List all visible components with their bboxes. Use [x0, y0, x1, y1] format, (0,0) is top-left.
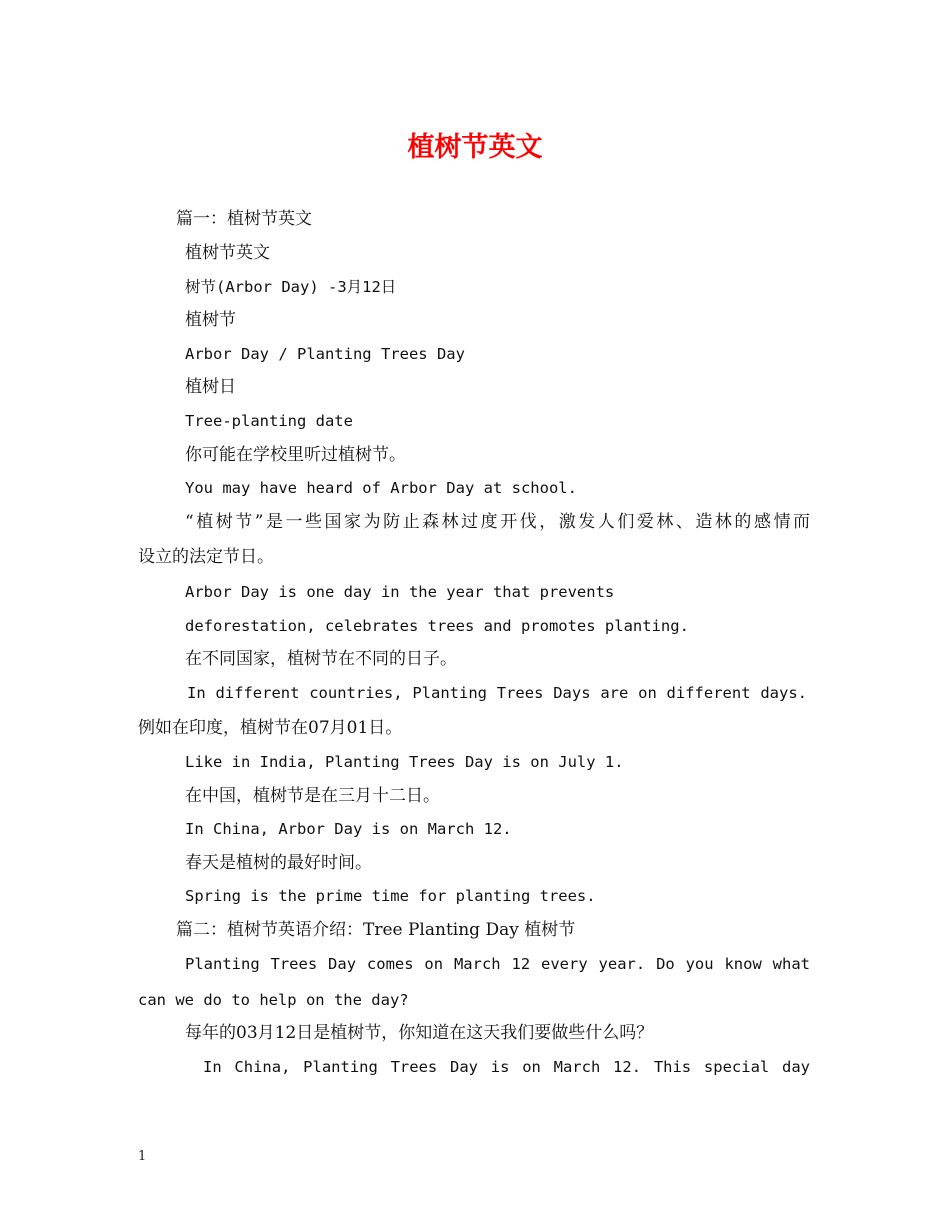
text-line: 例如在印度，植树节在07月01日。 [138, 718, 403, 738]
section-heading-1: 篇一：植树节英文 [176, 209, 312, 229]
text-line: Arbor Day / Planting Trees Day [185, 345, 465, 363]
text-line: 每年的03月12日是植树节，你知道在这天我们要做些什么吗？ [185, 1023, 654, 1043]
text-line: 你可能在学校里听过植树节。 [185, 445, 406, 465]
section-heading-2: 篇二：植树节英语介绍：Tree Planting Day 植树节 [176, 920, 576, 940]
page-number: 1 [138, 1149, 147, 1164]
text-line: Tree-planting date [185, 412, 353, 430]
text-line: In different countries, Planting Trees Days are on different days. [187, 684, 807, 702]
text-line: 在中国，植树节是在三月十二日。 [185, 786, 440, 806]
text-line: 植树节英文 [185, 243, 270, 263]
text-line: 植树日 [185, 377, 236, 397]
text-line: “植树节”是一些国家为防止森林过度开伐，激发人们爱林、造林的感情而 [185, 512, 810, 532]
text-line: 设立的法定节日。 [138, 547, 274, 567]
text-line: 树节(Arbor Day) -3月12日 [185, 278, 397, 296]
text-line: deforestation, celebrates trees and promotes planting. [185, 617, 689, 635]
text-line: In China, Planting Trees Day is on March 12. This special day [203, 1058, 810, 1076]
text-line: 春天是植树的最好时间。 [185, 853, 372, 873]
text-line: 植树节 [185, 310, 236, 330]
text-line: You may have heard of Arbor Day at school. [185, 479, 577, 497]
text-line: Arbor Day is one day in the year that prevents [185, 583, 615, 601]
text-line: Planting Trees Day comes on March 12 every year. Do you know what [185, 955, 810, 973]
document-title: 植树节英文 [407, 132, 543, 163]
text-line: Spring is the prime time for planting trees. [185, 887, 596, 905]
text-line: 在不同国家，植树节在不同的日子。 [185, 649, 457, 669]
text-line: In China, Arbor Day is on March 12. [185, 820, 512, 838]
text-line: can we do to help on the day? [138, 991, 409, 1009]
text-line: Like in India, Planting Trees Day is on July 1. [185, 753, 624, 771]
